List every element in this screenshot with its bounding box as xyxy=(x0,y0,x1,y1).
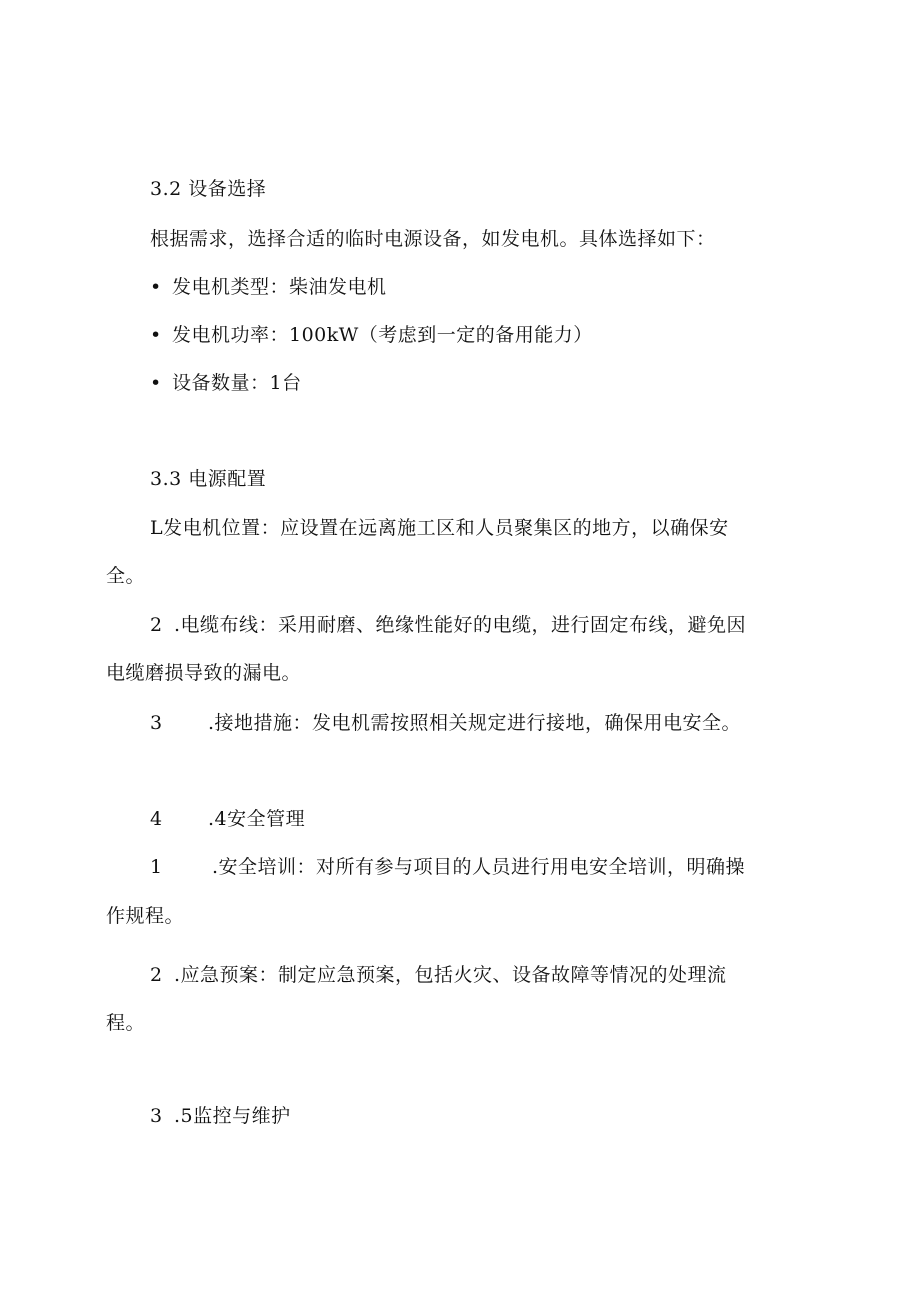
list-item xyxy=(150,322,593,348)
heading-text: .5监控与维护 xyxy=(174,1105,291,1127)
bullet-icon: • xyxy=(150,372,162,394)
section-3-4-heading xyxy=(150,806,305,832)
section-3-2-intro: 根据需求，选择合适的临时电源设备，如发电机。具体选择如下： xyxy=(150,228,716,250)
heading-number: 3 xyxy=(150,1105,163,1127)
item-text: .安全培训：对所有参与项目的人员进行用电安全培训，明确操 xyxy=(212,856,746,878)
list-item xyxy=(150,274,387,300)
paragraph-line xyxy=(150,962,727,988)
section-3-5-heading xyxy=(150,1103,291,1129)
item-number: 2 xyxy=(150,614,163,636)
list-item-text: 设备数量：1台 xyxy=(172,372,302,394)
item-text: .电缆布线：采用耐磨、绝缘性能好的电缆，进行固定布线，避免因 xyxy=(174,614,747,636)
section-3-3-heading: 3.3 电源配置 xyxy=(150,468,267,490)
paragraph-line xyxy=(150,710,741,736)
paragraph-line: 电缆磨损导致的漏电。 xyxy=(106,662,302,684)
paragraph-line: 作规程。 xyxy=(106,905,185,927)
paragraph-line: 全。 xyxy=(106,565,146,587)
bullet-icon: • xyxy=(150,276,162,298)
paragraph-line: 程。 xyxy=(106,1012,146,1034)
section-3-2-heading: 3.2 设备选择 xyxy=(150,178,267,200)
heading-text: .4安全管理 xyxy=(208,808,306,830)
item-number: 3 xyxy=(150,712,163,734)
item-text: .应急预案：制定应急预案，包括火灾、设备故障等情况的处理流 xyxy=(174,964,727,986)
item-number: 2 xyxy=(150,964,163,986)
paragraph-line: L发电机位置：应设置在远离施工区和人员聚集区的地方，以确保安 xyxy=(150,517,729,539)
item-text: .接地措施：发电机需按照相关规定进行接地，确保用电安全。 xyxy=(208,712,742,734)
paragraph-line xyxy=(150,612,746,638)
heading-number: 4 xyxy=(150,808,163,830)
list-item-text: 发电机类型：柴油发电机 xyxy=(172,276,387,298)
item-number: 1 xyxy=(150,856,163,878)
list-item xyxy=(150,370,302,396)
list-item-text: 发电机功率：100kW（考虑到一定的备用能力） xyxy=(172,324,593,346)
bullet-icon: • xyxy=(150,324,162,346)
paragraph-line xyxy=(150,854,745,880)
